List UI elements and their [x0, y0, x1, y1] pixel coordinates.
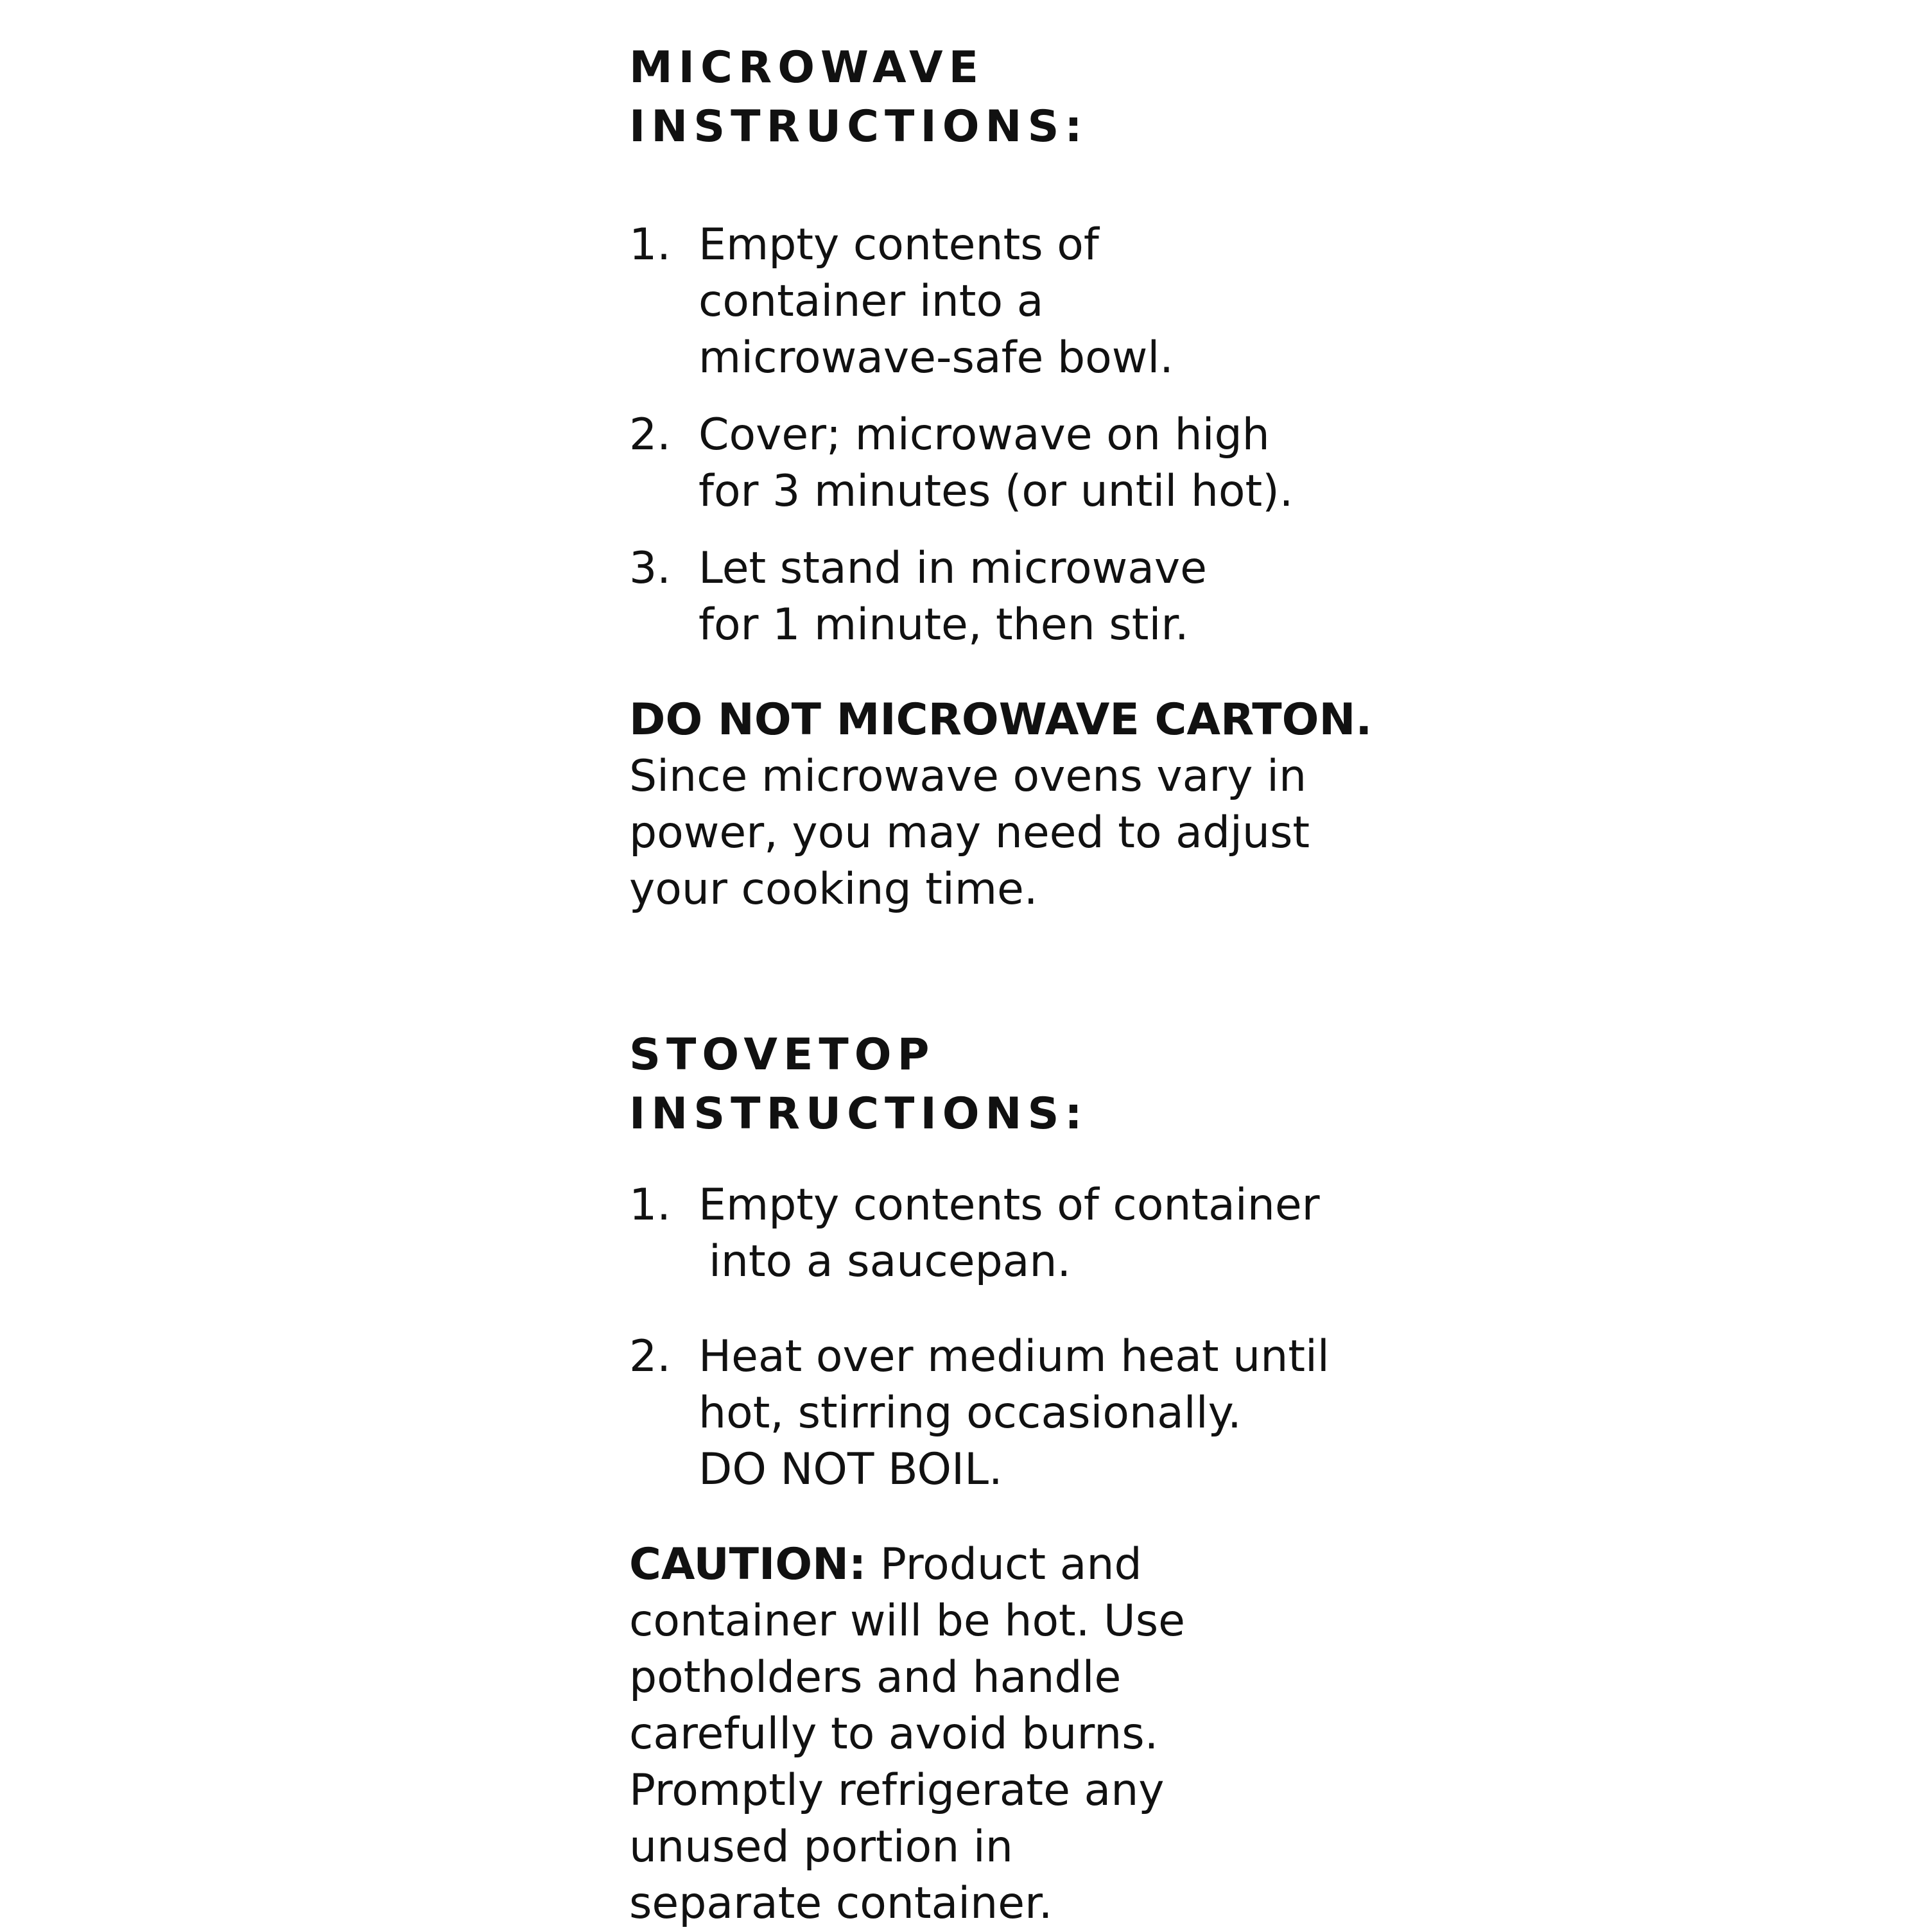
- caution-line: potholders and handle: [629, 1652, 1122, 1703]
- step-line: Empty contents of: [698, 220, 1099, 270]
- microwave-step-3: [629, 540, 1380, 653]
- caution-line: unused portion in: [629, 1822, 1013, 1872]
- step-text: [698, 217, 1380, 386]
- step-number: 2.: [629, 1331, 671, 1382]
- caution-line: carefully to avoid burns.: [629, 1709, 1159, 1759]
- step-line: hot, stirring occasionally.: [698, 1388, 1242, 1438]
- step-text: [698, 1329, 1380, 1498]
- stovetop-steps: [629, 1177, 1380, 1498]
- stovetop-title-line-1: STOVETOP: [629, 1030, 935, 1080]
- step-text: [698, 1177, 1380, 1290]
- step-line: microwave-safe bowl.: [698, 332, 1174, 383]
- caution-text: Product and: [880, 1539, 1142, 1590]
- step-text: [698, 540, 1380, 653]
- microwave-title-line-2: INSTRUCTIONS:: [629, 101, 1088, 152]
- microwave-title: [629, 39, 1380, 157]
- step-line: Empty contents of container: [698, 1180, 1320, 1230]
- step-number: 1.: [629, 220, 671, 270]
- step-line: for 1 minute, then stir.: [698, 599, 1189, 650]
- step-line: for 3 minutes (or until hot).: [698, 466, 1294, 517]
- caution-line: Promptly refrigerate any: [629, 1765, 1165, 1816]
- step-line: DO NOT BOIL.: [698, 1444, 1003, 1495]
- caution-label: CAUTION:: [629, 1539, 867, 1590]
- instructions-panel: [629, 39, 1380, 1932]
- caution-line: container will be hot. Use: [629, 1596, 1185, 1646]
- caution-line: [629, 1537, 1380, 1593]
- step-number: 1.: [629, 1180, 671, 1230]
- step-line: into a saucepan.: [709, 1236, 1071, 1287]
- step-line: Heat over medium heat until: [698, 1331, 1330, 1382]
- microwave-note: [629, 692, 1380, 918]
- caution-note: [629, 1537, 1380, 1932]
- stovetop-step-2: [629, 1329, 1380, 1498]
- note-line: your cooking time.: [629, 864, 1038, 915]
- stovetop-title-line-2: INSTRUCTIONS:: [629, 1089, 1088, 1139]
- caution-line: separate container.: [629, 1878, 1053, 1929]
- step-number: 2.: [629, 410, 671, 460]
- step-line: Cover; microwave on high: [698, 410, 1270, 460]
- step-text: [698, 407, 1380, 520]
- microwave-step-1: [629, 217, 1380, 386]
- microwave-title-line-1: MICROWAVE: [629, 42, 985, 93]
- microwave-warning: DO NOT MICROWAVE CARTON.: [629, 694, 1373, 745]
- step-line: container into a: [698, 276, 1044, 327]
- microwave-step-2: [629, 407, 1380, 520]
- microwave-section: [629, 39, 1380, 918]
- stovetop-section: [629, 1026, 1380, 1932]
- step-number: 3.: [629, 543, 671, 594]
- stovetop-step-1: [629, 1177, 1380, 1290]
- stovetop-title: [629, 1026, 1380, 1144]
- note-line: Since microwave ovens vary in: [629, 751, 1307, 802]
- microwave-steps: [629, 217, 1380, 653]
- step-line: Let stand in microwave: [698, 543, 1207, 594]
- note-line: power, you may need to adjust: [629, 807, 1310, 858]
